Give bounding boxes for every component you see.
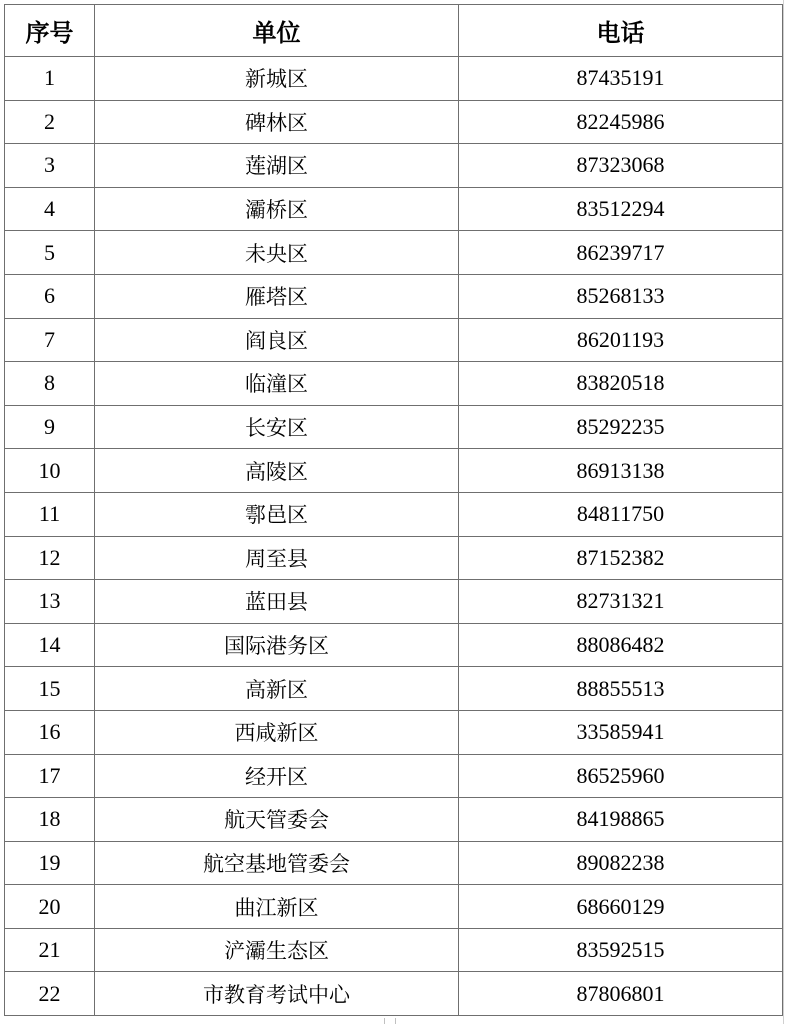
cell-serial-number: 15 xyxy=(5,667,95,711)
cell-serial-number: 12 xyxy=(5,536,95,580)
header-unit: 单位 xyxy=(95,5,459,57)
page-edge-divider xyxy=(783,0,784,1024)
cell-serial-number: 18 xyxy=(5,798,95,842)
cell-phone: 84198865 xyxy=(459,798,783,842)
header-phone: 电话 xyxy=(459,5,783,57)
cell-unit: 鄠邑区 xyxy=(95,492,459,536)
cell-unit: 经开区 xyxy=(95,754,459,798)
cell-unit: 高陵区 xyxy=(95,449,459,493)
cell-serial-number: 1 xyxy=(5,57,95,101)
table-row xyxy=(5,972,783,1016)
cell-serial-number: 2 xyxy=(5,100,95,144)
cell-unit: 蓝田县 xyxy=(95,580,459,624)
table-row xyxy=(5,798,783,842)
cell-unit: 碑林区 xyxy=(95,100,459,144)
cell-phone: 33585941 xyxy=(459,710,783,754)
cell-phone: 83820518 xyxy=(459,362,783,406)
table-row xyxy=(5,318,783,362)
table-row xyxy=(5,623,783,667)
cell-serial-number: 14 xyxy=(5,623,95,667)
cell-phone: 86913138 xyxy=(459,449,783,493)
table-row xyxy=(5,449,783,493)
cell-phone: 86525960 xyxy=(459,754,783,798)
cell-unit: 浐灞生态区 xyxy=(95,928,459,972)
table-row xyxy=(5,231,783,275)
table-row xyxy=(5,144,783,188)
cell-phone: 84811750 xyxy=(459,492,783,536)
cell-serial-number: 17 xyxy=(5,754,95,798)
cell-serial-number: 9 xyxy=(5,405,95,449)
cell-unit: 西咸新区 xyxy=(95,710,459,754)
table-row xyxy=(5,405,783,449)
cell-phone: 83512294 xyxy=(459,187,783,231)
cell-serial-number: 3 xyxy=(5,144,95,188)
cell-phone: 87323068 xyxy=(459,144,783,188)
table-body xyxy=(5,57,783,1016)
cell-unit: 长安区 xyxy=(95,405,459,449)
cell-phone: 88086482 xyxy=(459,623,783,667)
table-row xyxy=(5,580,783,624)
table-row xyxy=(5,57,783,101)
header-row xyxy=(5,5,783,57)
cell-phone: 85292235 xyxy=(459,405,783,449)
table-row xyxy=(5,362,783,406)
cell-unit: 灞桥区 xyxy=(95,187,459,231)
table-row xyxy=(5,841,783,885)
page-bottom-mark xyxy=(384,1018,396,1024)
cell-unit: 高新区 xyxy=(95,667,459,711)
table-row xyxy=(5,100,783,144)
cell-phone: 88855513 xyxy=(459,667,783,711)
cell-serial-number: 10 xyxy=(5,449,95,493)
contact-table-sheet xyxy=(4,4,782,1016)
cell-unit: 曲江新区 xyxy=(95,885,459,929)
cell-unit: 雁塔区 xyxy=(95,274,459,318)
cell-unit: 阎良区 xyxy=(95,318,459,362)
cell-unit: 未央区 xyxy=(95,231,459,275)
cell-unit: 航天管委会 xyxy=(95,798,459,842)
cell-phone: 86239717 xyxy=(459,231,783,275)
table-row xyxy=(5,187,783,231)
header-serial-number: 序号 xyxy=(5,5,95,57)
cell-unit: 市教育考试中心 xyxy=(95,972,459,1016)
cell-phone: 68660129 xyxy=(459,885,783,929)
table-row xyxy=(5,754,783,798)
cell-phone: 87806801 xyxy=(459,972,783,1016)
table-row xyxy=(5,710,783,754)
table-row xyxy=(5,928,783,972)
cell-unit: 莲湖区 xyxy=(95,144,459,188)
cell-phone: 85268133 xyxy=(459,274,783,318)
cell-phone: 89082238 xyxy=(459,841,783,885)
table-row xyxy=(5,885,783,929)
cell-unit: 国际港务区 xyxy=(95,623,459,667)
cell-unit: 航空基地管委会 xyxy=(95,841,459,885)
table-row xyxy=(5,536,783,580)
cell-unit: 新城区 xyxy=(95,57,459,101)
cell-phone: 86201193 xyxy=(459,318,783,362)
cell-serial-number: 13 xyxy=(5,580,95,624)
cell-unit: 周至县 xyxy=(95,536,459,580)
cell-unit: 临潼区 xyxy=(95,362,459,406)
contact-table xyxy=(4,4,783,1016)
table-row xyxy=(5,667,783,711)
table-row xyxy=(5,274,783,318)
cell-serial-number: 16 xyxy=(5,710,95,754)
cell-serial-number: 22 xyxy=(5,972,95,1016)
cell-serial-number: 7 xyxy=(5,318,95,362)
cell-serial-number: 20 xyxy=(5,885,95,929)
cell-phone: 87152382 xyxy=(459,536,783,580)
cell-serial-number: 21 xyxy=(5,928,95,972)
cell-serial-number: 11 xyxy=(5,492,95,536)
cell-phone: 87435191 xyxy=(459,57,783,101)
cell-serial-number: 4 xyxy=(5,187,95,231)
cell-serial-number: 6 xyxy=(5,274,95,318)
cell-serial-number: 8 xyxy=(5,362,95,406)
table-header xyxy=(5,5,783,57)
cell-phone: 82731321 xyxy=(459,580,783,624)
cell-phone: 83592515 xyxy=(459,928,783,972)
cell-phone: 82245986 xyxy=(459,100,783,144)
table-row xyxy=(5,492,783,536)
cell-serial-number: 5 xyxy=(5,231,95,275)
cell-serial-number: 19 xyxy=(5,841,95,885)
